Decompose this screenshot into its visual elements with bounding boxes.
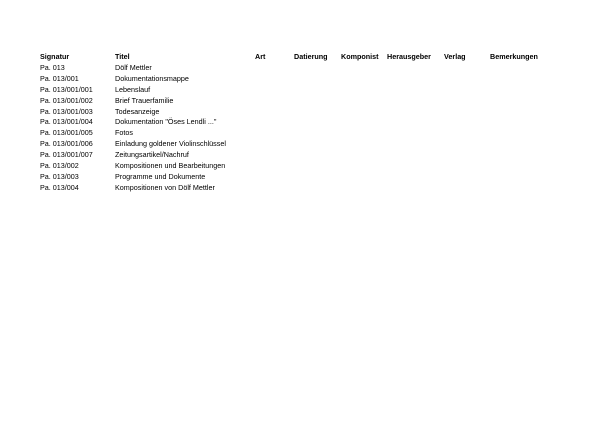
komponist-cell [341, 139, 387, 150]
signatur-cell: Pa. 013/001/002 [40, 95, 93, 105]
titel-cell: Fotos [115, 128, 133, 138]
art-cell [255, 183, 294, 194]
datierung-cell [294, 161, 341, 172]
bemerkungen-cell [490, 128, 560, 139]
column-header-verlag: Verlag [444, 52, 466, 61]
signatur-cell: Pa. 013/001/006 [40, 139, 93, 149]
verlag-cell [444, 139, 490, 150]
art-cell [255, 139, 294, 150]
table-row [40, 183, 560, 194]
signatur-cell: Pa. 013 [40, 62, 65, 72]
column-header-signatur: Signatur [40, 52, 70, 61]
herausgeber-cell [387, 117, 444, 128]
verlag-cell [444, 183, 490, 194]
bemerkungen-cell [490, 107, 560, 118]
bemerkungen-cell [490, 172, 560, 183]
verlag-cell [444, 150, 490, 161]
herausgeber-cell [387, 107, 444, 118]
komponist-cell [341, 150, 387, 161]
komponist-cell [341, 85, 387, 96]
datierung-cell [294, 74, 341, 85]
bemerkungen-cell [490, 85, 560, 96]
datierung-cell [294, 96, 341, 107]
signatur-cell: Pa. 013/001/001 [40, 84, 93, 94]
komponist-cell [341, 74, 387, 85]
datierung-cell [294, 183, 341, 194]
datierung-cell [294, 150, 341, 161]
column-header-datierung: Datierung [294, 52, 328, 61]
herausgeber-cell [387, 74, 444, 85]
archive-register-table [40, 52, 560, 194]
art-cell [255, 74, 294, 85]
verlag-cell [444, 85, 490, 96]
verlag-cell [444, 74, 490, 85]
herausgeber-cell [387, 85, 444, 96]
datierung-cell [294, 63, 341, 74]
titel-cell: Todesanzeige [115, 106, 160, 116]
komponist-cell [341, 183, 387, 194]
signatur-cell: Pa. 013/002 [40, 161, 79, 171]
titel-cell: Brief Trauerfamilie [115, 95, 174, 105]
komponist-cell [341, 172, 387, 183]
table-row [40, 172, 560, 183]
herausgeber-cell [387, 183, 444, 194]
herausgeber-cell [387, 161, 444, 172]
art-cell [255, 117, 294, 128]
signatur-cell: Pa. 013/001 [40, 73, 79, 83]
herausgeber-cell [387, 96, 444, 107]
titel-cell: Kompositionen von Dölf Mettler [115, 182, 215, 192]
table-row [40, 117, 560, 128]
datierung-cell [294, 139, 341, 150]
table-row [40, 74, 560, 85]
bemerkungen-cell [490, 74, 560, 85]
column-header-art: Art [255, 52, 266, 61]
herausgeber-cell [387, 139, 444, 150]
table-row [40, 161, 560, 172]
signatur-cell: Pa. 013/001/003 [40, 106, 93, 116]
bemerkungen-cell [490, 117, 560, 128]
titel-cell: Dokumentationsmappe [115, 73, 189, 83]
herausgeber-cell [387, 150, 444, 161]
signatur-cell: Pa. 013/003 [40, 171, 79, 181]
table-row [40, 128, 560, 139]
herausgeber-cell [387, 128, 444, 139]
komponist-cell [341, 63, 387, 74]
signatur-cell: Pa. 013/001/004 [40, 117, 93, 127]
komponist-cell [341, 128, 387, 139]
signatur-cell: Pa. 013/001/007 [40, 150, 93, 160]
verlag-cell [444, 63, 490, 74]
komponist-cell [341, 96, 387, 107]
art-cell [255, 128, 294, 139]
herausgeber-cell [387, 172, 444, 183]
datierung-cell [294, 172, 341, 183]
column-header-bemerkungen: Bemerkungen [490, 52, 538, 61]
verlag-cell [444, 117, 490, 128]
titel-cell: Programme und Dokumente [115, 171, 206, 181]
signatur-cell: Pa. 013/001/005 [40, 128, 93, 138]
titel-cell: Lebenslauf [115, 84, 151, 94]
bemerkungen-cell [490, 161, 560, 172]
komponist-cell [341, 107, 387, 118]
signatur-cell: Pa. 013/004 [40, 182, 79, 192]
bemerkungen-cell [490, 96, 560, 107]
art-cell [255, 107, 294, 118]
header-row [40, 52, 560, 63]
art-cell [255, 161, 294, 172]
bemerkungen-cell [490, 150, 560, 161]
column-header-titel: Titel [115, 52, 130, 61]
titel-cell: Zeitungsartikel/Nachruf [115, 150, 189, 160]
verlag-cell [444, 107, 490, 118]
table-row [40, 85, 560, 96]
bemerkungen-cell [490, 63, 560, 74]
titel-cell: Kompositionen und Bearbeitungen [115, 161, 226, 171]
table-row [40, 107, 560, 118]
datierung-cell [294, 107, 341, 118]
titel-cell: Einladung goldener Violinschlüssel [115, 139, 226, 149]
column-header-herausgeber: Herausgeber [387, 52, 431, 61]
datierung-cell [294, 117, 341, 128]
verlag-cell [444, 96, 490, 107]
column-header-komponist: Komponist [341, 52, 379, 61]
art-cell [255, 150, 294, 161]
verlag-cell [444, 161, 490, 172]
komponist-cell [341, 161, 387, 172]
titel-cell: Dölf Mettler [115, 62, 152, 72]
art-cell [255, 63, 294, 74]
art-cell [255, 85, 294, 96]
art-cell [255, 96, 294, 107]
verlag-cell [444, 172, 490, 183]
herausgeber-cell [387, 63, 444, 74]
datierung-cell [294, 128, 341, 139]
verlag-cell [444, 128, 490, 139]
datierung-cell [294, 85, 341, 96]
komponist-cell [341, 117, 387, 128]
table-row [40, 139, 560, 150]
table-row [40, 96, 560, 107]
bemerkungen-cell [490, 139, 560, 150]
titel-cell: Dokumentation "Öses Lendli ..." [115, 117, 217, 127]
art-cell [255, 172, 294, 183]
table-row [40, 63, 560, 74]
table-row [40, 150, 560, 161]
bemerkungen-cell [490, 183, 560, 194]
